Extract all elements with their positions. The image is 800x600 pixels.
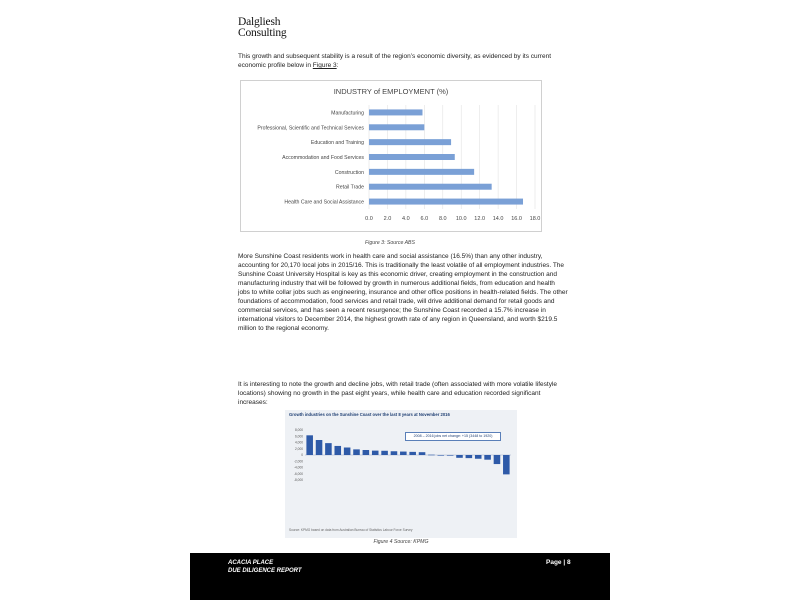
category-label: Construction: [334, 169, 364, 176]
x-tick-label: 4.0: [402, 216, 410, 222]
bar: [437, 455, 444, 456]
category-label: Education and Training: [310, 140, 364, 147]
figure-3-caption: Figure 3: Source ABS: [365, 240, 415, 246]
intro-paragraph: [238, 52, 568, 70]
category-label: Retail Trade: [336, 184, 364, 191]
x-tick-label: 8.0: [438, 216, 447, 222]
bar: [369, 154, 455, 160]
y-tick-label: 2,000: [295, 446, 303, 451]
category-label: Health Care and Social Assistance: [284, 199, 364, 206]
bar: [447, 455, 454, 456]
kpmg-chart-title: Growth industries on the Sunshine Coast over the last 8 years at November 2016: [289, 412, 450, 417]
x-tick-label: 14.0: [492, 216, 504, 222]
y-tick-label: -2,000: [293, 459, 303, 464]
bar: [369, 199, 523, 205]
health-care-paragraph: More Sunshine Coast residents work in health care and social assistance (16.5%) than any other industry, accounting for 20,170 local jobs in 2015/16. This is traditionally the least volatile of all employment industries. The Sunshine Coast University Hospital is key as this economic driver, creating employment in the construction and manufacturing industry that will be followed by growth in numerous additional fields, from education and health jobs to white collar jobs such as engineering, insurance and other office positions in health-related fields. The other foundations of accommodation, food services and retail trade, will drive additional demand for retail goods and commercial services, and has seen a recent resurgence; the Sunshine Coast recorded a 15.7% increase in international visitors to December 2014, the highest growth rate of any region in Queensland, and worth $219.5 million to the regional economy.: [238, 253, 568, 332]
x-tick-label: 10.0: [455, 216, 467, 222]
y-tick-label: 0: [301, 453, 303, 457]
page-footer: [190, 553, 610, 600]
bar: [372, 451, 379, 455]
y-tick-label: -8,000: [293, 478, 303, 482]
figure-3-link[interactable]: Figure 3: [312, 62, 337, 69]
bar: [369, 169, 474, 175]
x-tick-label: 18.0: [529, 216, 541, 222]
y-tick-label: 8,000: [295, 428, 303, 432]
bar: [369, 184, 492, 190]
category-label: Professional, Scientific and Technical Services: [257, 125, 364, 132]
x-tick-label: 12.0: [474, 216, 486, 222]
category-label: Manufacturing: [331, 110, 364, 117]
intro-text: This growth and subsequent stability is a result of the region’s economic diversity, as evidenced by its current economic profile below in: [238, 53, 551, 69]
industry-of-employment-chart: [240, 80, 542, 232]
bar: [363, 450, 370, 455]
bar: [484, 455, 491, 460]
page-number: Page | 8: [546, 559, 571, 566]
figure-4-caption: Figure 4 Source: KPMG: [373, 539, 429, 545]
bar: [391, 451, 398, 455]
y-tick-label: 6,000: [295, 434, 303, 439]
bar: [334, 446, 341, 455]
bar: [419, 452, 426, 455]
bar: [409, 452, 416, 455]
bar: [466, 455, 473, 458]
bar: [456, 455, 463, 458]
bar: [316, 440, 323, 455]
x-tick-label: 6.0: [420, 216, 429, 222]
chart-title: INDUSTRY of EMPLOYMENT (%): [333, 87, 449, 96]
logo-line-1: Dalgliesh: [238, 16, 281, 28]
footer-line-2: DUE DILIGENCE REPORT: [228, 568, 302, 574]
bar: [494, 455, 501, 464]
x-tick-label: 2.0: [383, 216, 392, 222]
bar: [325, 443, 332, 455]
bar: [400, 452, 407, 455]
y-tick-label: 4,000: [295, 440, 303, 445]
growth-decline-paragraph: It is interesting to note the growth and decline jobs, with retail trade (often associated with more volatile lifestyle locations) showing no growth in the past eight years, while health care and education recorded significant increases:: [238, 381, 558, 406]
bar: [503, 455, 510, 474]
document-page: [190, 0, 610, 600]
kpmg-chart-note: 2008 – 2016 jobs net change: +15 (3448 to 1920): [405, 432, 501, 441]
industry-chart-svg: [241, 81, 541, 231]
bar: [475, 455, 482, 459]
bar: [428, 455, 435, 456]
kpmg-growth-chart: [285, 410, 517, 538]
kpmg-chart-source: Source: KPMG based on data from Australian Bureau of Statistics Labour Force Survey: [289, 528, 413, 532]
y-tick-label: -6,000: [293, 471, 303, 476]
bar: [369, 124, 424, 130]
y-tick-label: -4,000: [293, 465, 303, 470]
category-label: Accommodation and Food Services: [282, 155, 364, 161]
kpmg-chart-svg: [285, 410, 517, 538]
footer-line-1: ACACIA PLACE: [228, 560, 274, 566]
footer-report-title: [228, 559, 302, 575]
bar: [353, 449, 360, 455]
dalgliesh-consulting-logo: [238, 17, 286, 39]
logo-line-2: Consulting: [238, 27, 287, 39]
bar: [369, 109, 422, 115]
bar: [306, 435, 313, 455]
intro-suffix: :: [336, 62, 339, 69]
bar: [344, 448, 351, 456]
bar: [369, 139, 451, 145]
bar: [381, 451, 388, 455]
x-tick-label: 0.0: [365, 216, 373, 222]
x-tick-label: 16.0: [511, 216, 522, 222]
